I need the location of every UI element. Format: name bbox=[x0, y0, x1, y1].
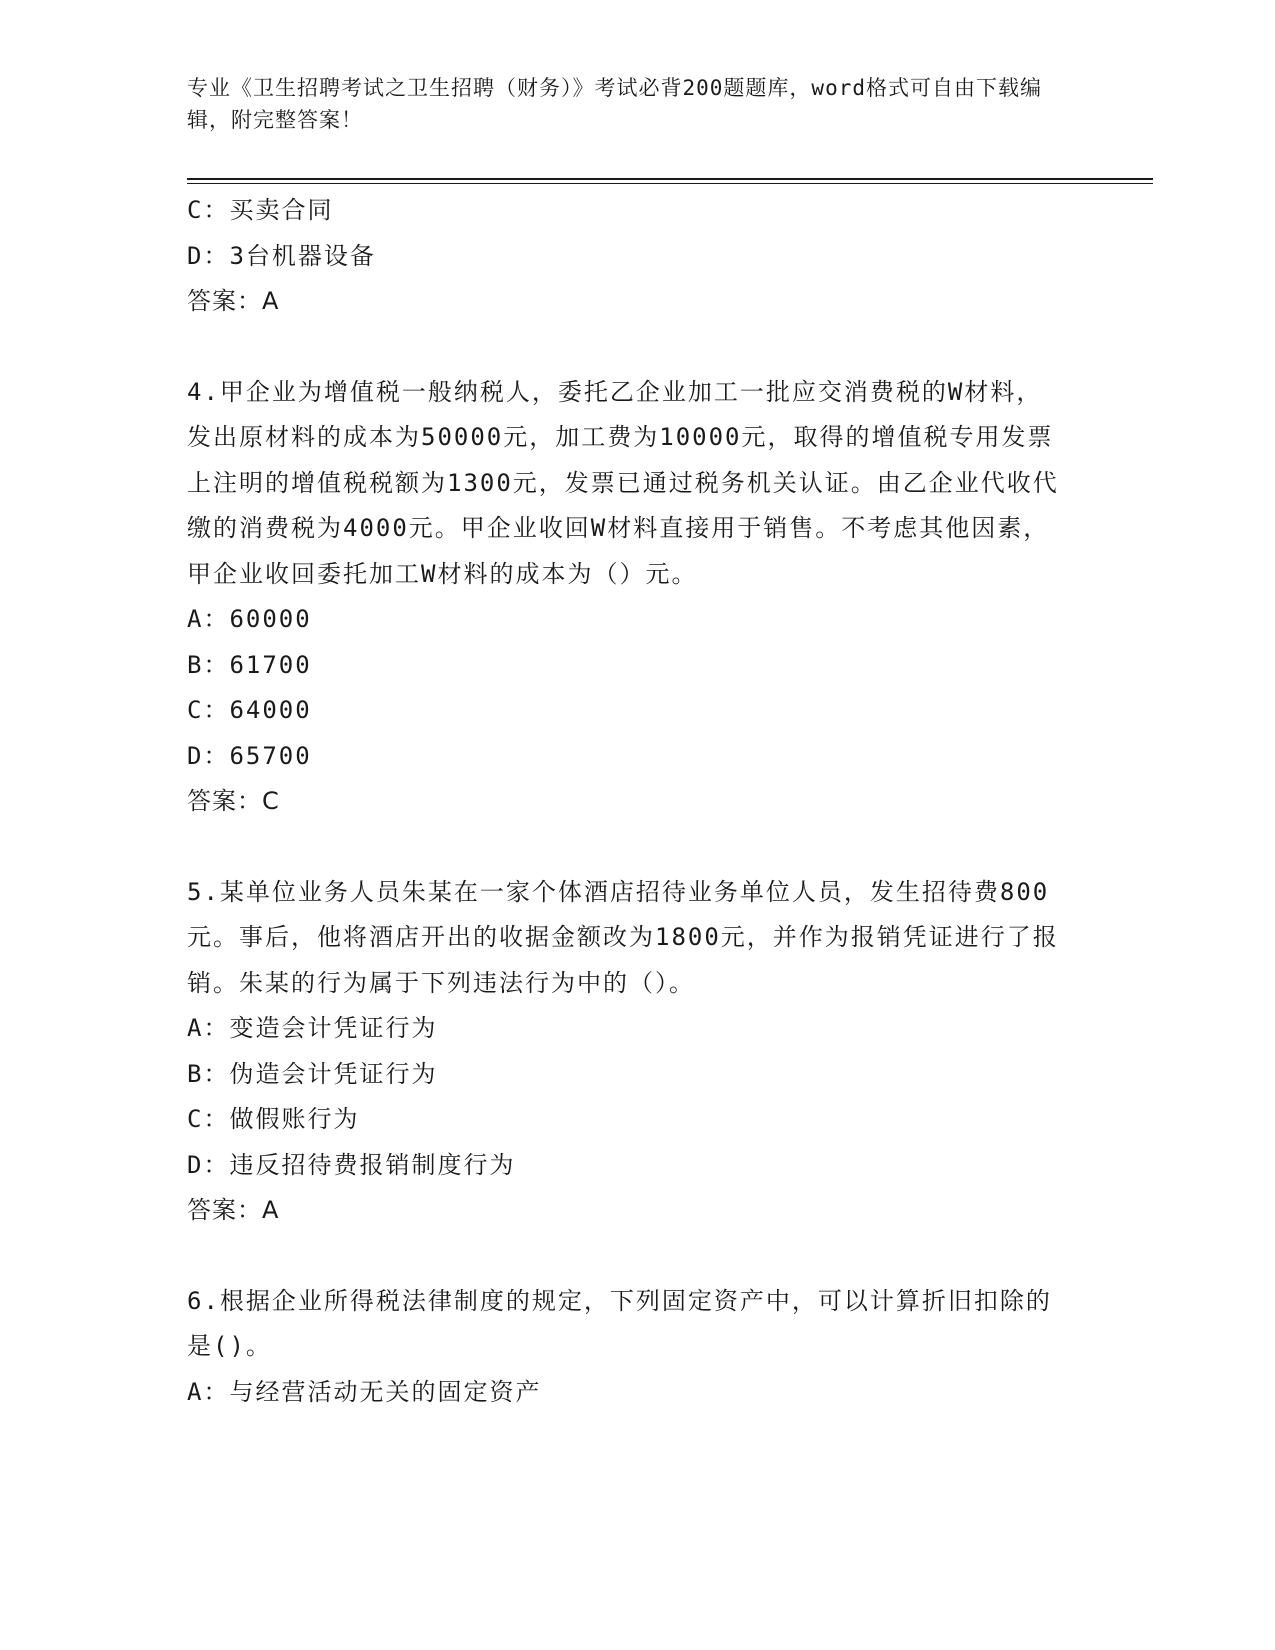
q3-option-d: D：3台机器设备 bbox=[187, 241, 376, 270]
q4-option-a: A：60000 bbox=[187, 605, 312, 633]
q3-answer: 答案：A bbox=[187, 287, 280, 315]
q5-stem: 5.某单位业务人员朱某在一家个体酒店招待业务单位人员，发生招待费800元。事后，他将酒店开出的收据金额改为1800元，并作为报销凭证进行了报销。朱某的行为属于下列违法行为中的（）。 bbox=[187, 877, 1059, 997]
question-list bbox=[187, 188, 1067, 1415]
q5-answer: 答案：A bbox=[187, 1196, 280, 1224]
header-divider bbox=[187, 178, 1153, 180]
q4-stem: 4.甲企业为增值税一般纳税人，委托乙企业加工一批应交消费税的W材料，发出原材料的成本为50000元，加工费为10000元，取得的增值税专用发票上注明的增值税税额为1300元，发票已通过税务机关认证。由乙企业代收代缴的消费税为4000元。甲企业收回W材料直接用于销售。不考虑其他因素，甲企业收回委托加工W材料的成本为（）元。 bbox=[187, 377, 1059, 588]
q5-option-d: D：违反招待费报销制度行为 bbox=[187, 1150, 516, 1179]
q4-option-d: D：65700 bbox=[187, 741, 312, 770]
q5-option-b: B：伪造会计凭证行为 bbox=[187, 1059, 438, 1088]
q5-option-a: A：变造会计凭证行为 bbox=[187, 1014, 438, 1042]
q4-option-b: B：61700 bbox=[187, 650, 312, 679]
q4-option-c: C：64000 bbox=[187, 696, 312, 724]
document-header bbox=[187, 72, 1067, 136]
q6-stem: 6.根据企业所得税法律制度的规定，下列固定资产中，可以计算折旧扣除的是()。 bbox=[187, 1286, 1052, 1360]
q5-option-c: C：做假账行为 bbox=[187, 1105, 360, 1133]
q4-answer: 答案：C bbox=[187, 787, 280, 815]
spacer bbox=[187, 825, 1067, 870]
header-divider-thin bbox=[187, 183, 1153, 184]
header-text: 专业《卫生招聘考试之卫生招聘（财务）》考试必背200题题库，word格式可自由下载编辑，附完整答案！ bbox=[187, 76, 1042, 132]
q3-option-c: C：买卖合同 bbox=[187, 196, 334, 224]
q6-option-a: A：与经营活动无关的固定资产 bbox=[187, 1377, 542, 1406]
spacer bbox=[187, 1234, 1067, 1279]
spacer bbox=[187, 325, 1067, 370]
